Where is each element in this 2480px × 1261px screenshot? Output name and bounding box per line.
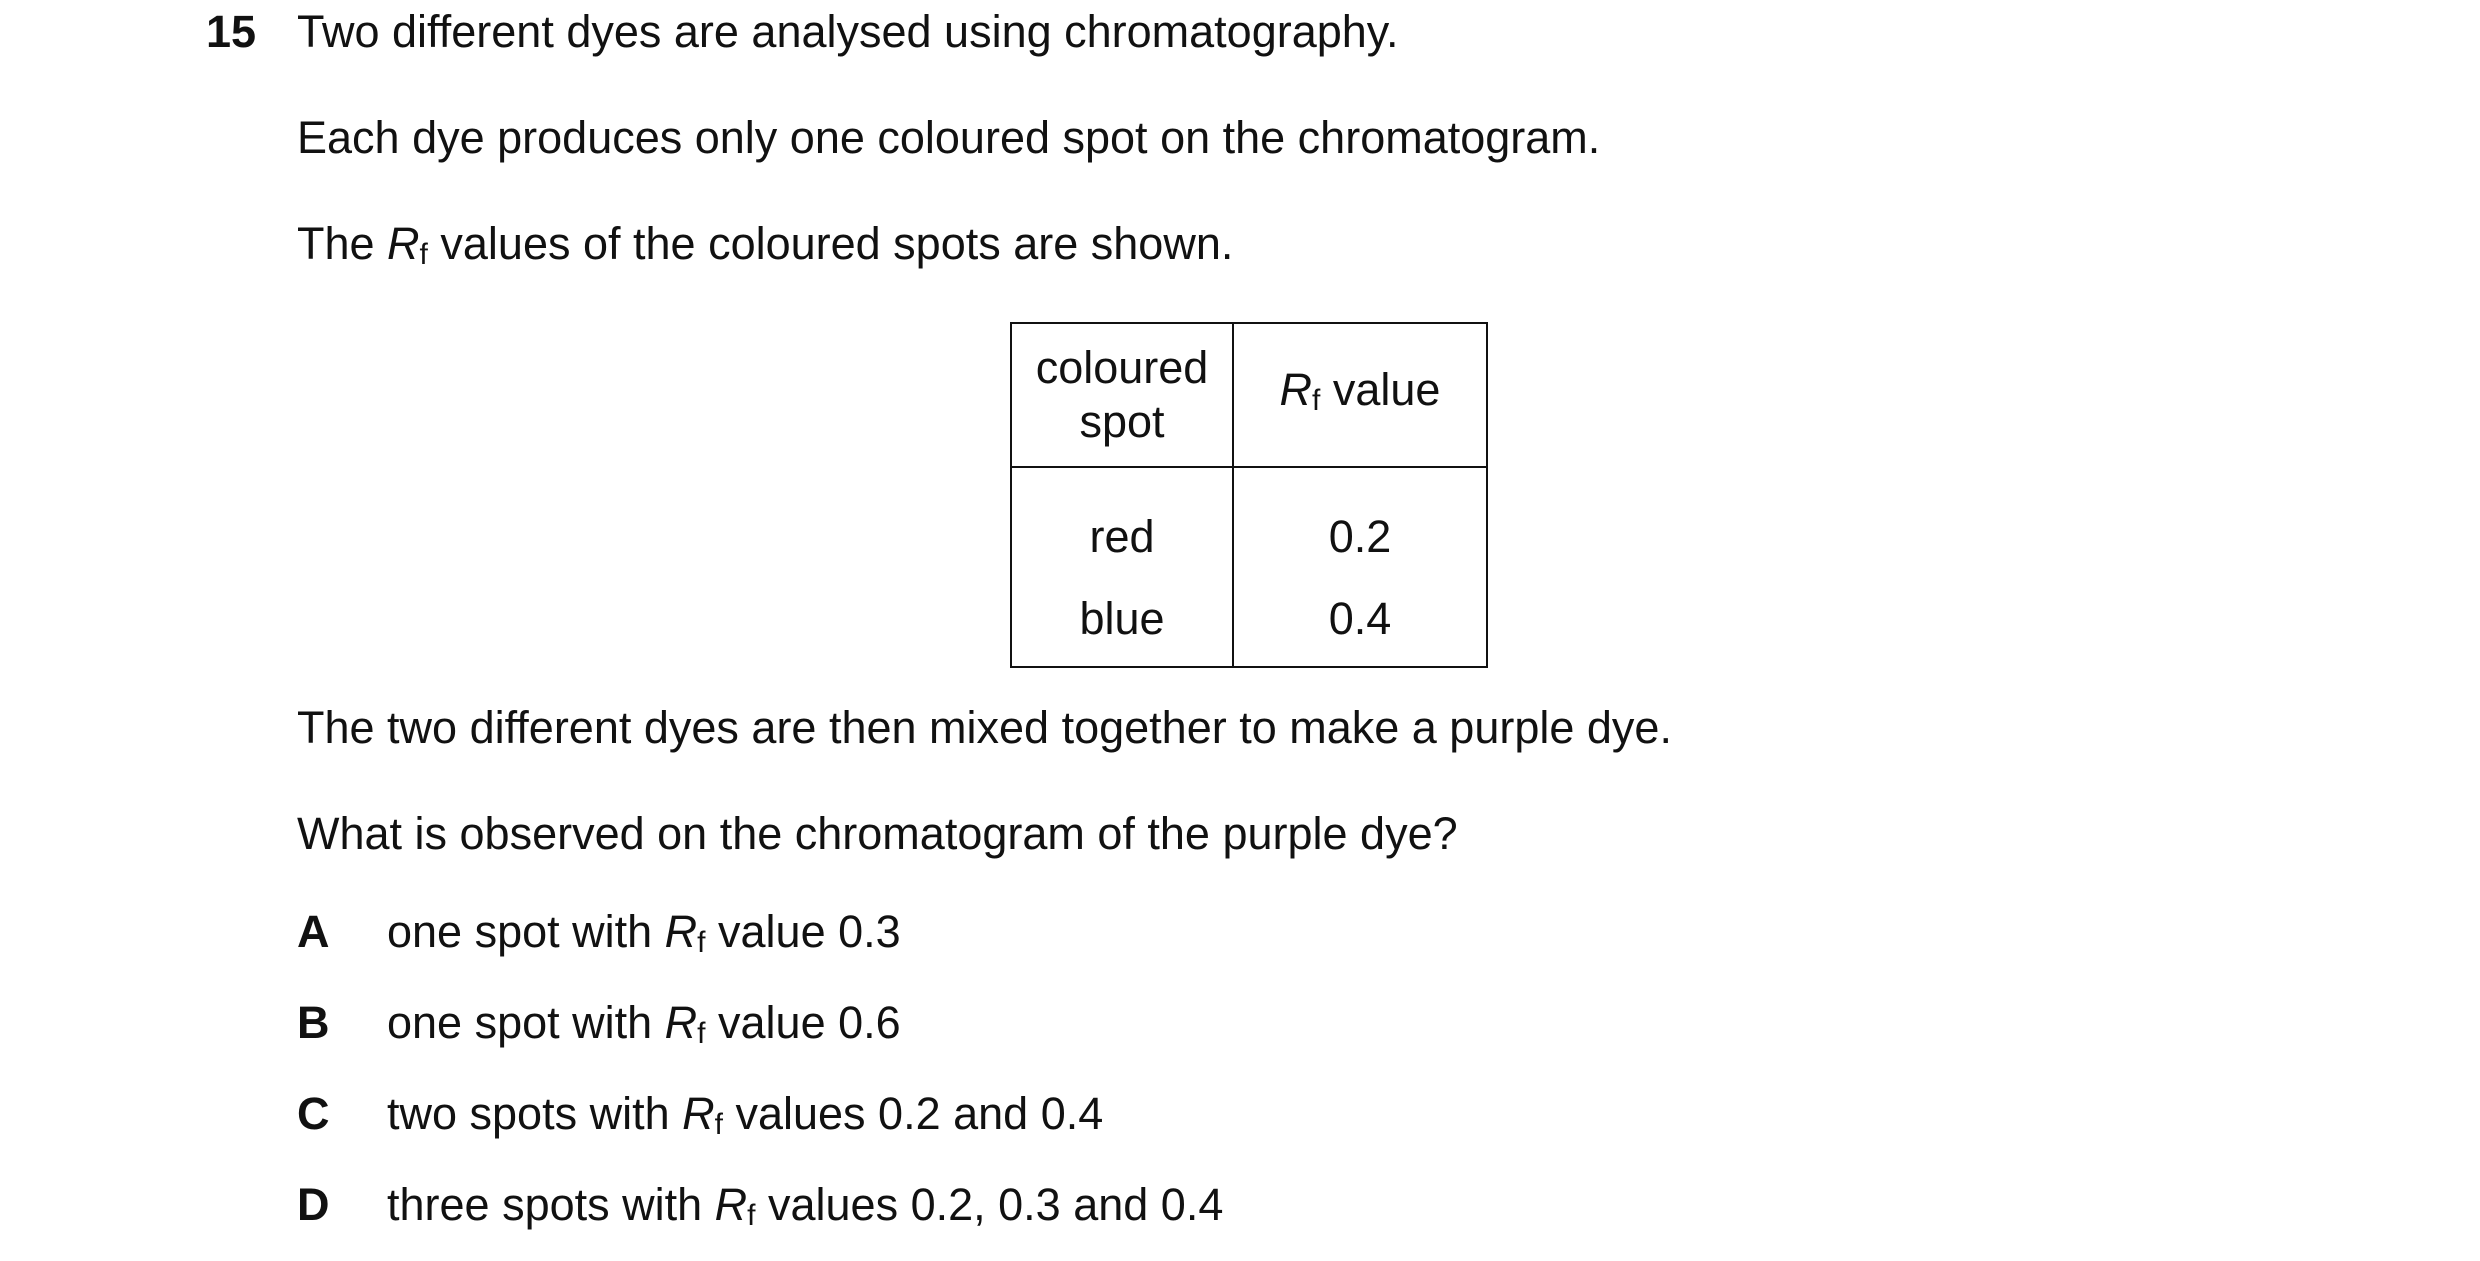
- table-row: [1011, 467, 1487, 592]
- rf-symbol: R: [387, 218, 420, 269]
- option-b-pre: one spot with: [387, 997, 665, 1048]
- header-rf-value: [1233, 323, 1487, 467]
- row-value-red: 0.2: [1233, 467, 1487, 592]
- option-c-pre: two spots with: [387, 1088, 683, 1139]
- option-d[interactable]: [297, 1177, 1223, 1244]
- header-rf-symbol: R: [1279, 363, 1313, 415]
- intro-line-3: [297, 216, 1233, 283]
- option-b[interactable]: [297, 995, 901, 1062]
- option-d-rf-sub: f: [747, 1199, 756, 1232]
- header-col1-line2: spot: [1079, 396, 1165, 447]
- header-coloured-spot: [1011, 323, 1233, 467]
- row-spot-blue: blue: [1011, 592, 1233, 667]
- option-b-letter: B: [297, 997, 330, 1048]
- question-number: 15: [206, 6, 257, 57]
- rf-subscript: f: [419, 238, 428, 271]
- intro-line-2: Each dye produces only one coloured spot on the chromatogram.: [297, 112, 1601, 163]
- option-d-pre: three spots with: [387, 1179, 715, 1230]
- rf-values-table: [1010, 322, 1488, 668]
- table-header-row: [1011, 323, 1487, 467]
- option-a-rf: R: [664, 906, 698, 957]
- option-b-rf: R: [664, 997, 698, 1048]
- intro-line-3-pre: The: [297, 218, 388, 269]
- after-table-line-2: What is observed on the chromatogram of the purple dye?: [297, 808, 1458, 859]
- option-b-post: value 0.6: [705, 997, 901, 1048]
- option-d-rf: R: [714, 1179, 748, 1230]
- intro-line-1: Two different dyes are analysed using chromatography.: [297, 6, 1399, 57]
- header-col1-line1: coloured: [1035, 342, 1209, 393]
- option-c-rf: R: [682, 1088, 715, 1139]
- header-rf-subscript: f: [1312, 383, 1321, 417]
- option-d-post: values 0.2, 0.3 and 0.4: [755, 1179, 1224, 1230]
- option-a[interactable]: [297, 904, 901, 971]
- option-c-rf-sub: f: [714, 1108, 723, 1141]
- option-c[interactable]: [297, 1086, 1103, 1153]
- option-a-post: value 0.3: [705, 906, 901, 957]
- option-a-rf-sub: f: [697, 926, 706, 959]
- row-value-blue: 0.4: [1233, 592, 1487, 667]
- option-b-rf-sub: f: [697, 1017, 706, 1050]
- table-row: [1011, 592, 1487, 667]
- option-a-pre: one spot with: [387, 906, 665, 957]
- option-a-letter: A: [297, 906, 330, 957]
- option-c-letter: C: [297, 1088, 330, 1139]
- row-spot-red: red: [1011, 467, 1233, 592]
- intro-line-3-post: values of the coloured spots are shown.: [427, 218, 1234, 269]
- header-col2-suffix: value: [1320, 363, 1441, 415]
- option-d-letter: D: [297, 1179, 330, 1230]
- option-c-post: values 0.2 and 0.4: [722, 1088, 1104, 1139]
- after-table-line-1: The two different dyes are then mixed together to make a purple dye.: [297, 702, 1672, 753]
